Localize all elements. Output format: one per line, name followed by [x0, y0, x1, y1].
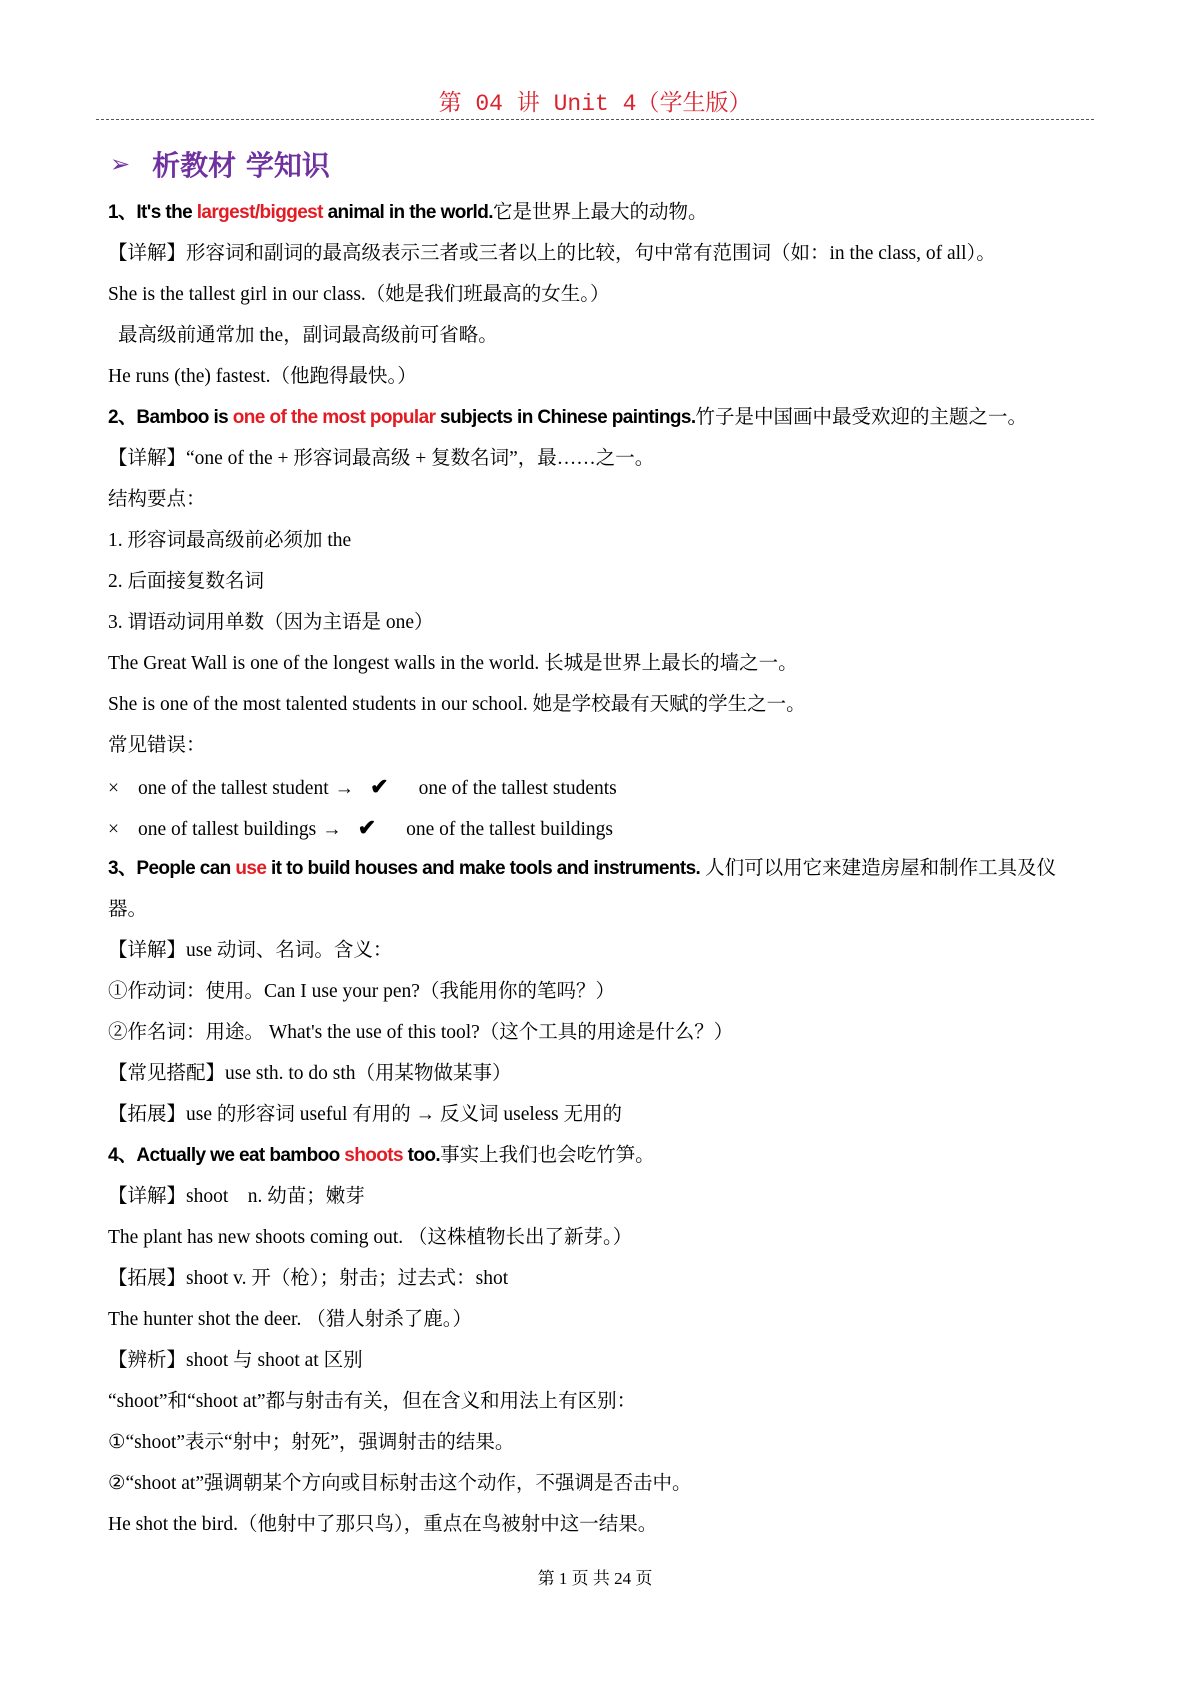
item-2-point: 1. 形容词最高级前必须加 the — [108, 530, 352, 551]
translation-text: 它是世界上最大的动物。 — [492, 202, 708, 223]
item-3-meaning-2: ②作名词：用途。 What's the use of this tool?（这个工具的用途是什么？） — [108, 1022, 734, 1043]
highlight-text: one of the most popular — [232, 407, 436, 428]
cross-icon: × — [108, 778, 119, 799]
header-version: （学生版） — [636, 90, 752, 116]
item-2-point: 3. 谓语动词用单数（因为主语是 one） — [108, 612, 434, 633]
sentence-text: Actually we eat bamboo — [136, 1145, 345, 1166]
translation-text: 人们可以用它来建造房屋和制作工具及仪器。 — [108, 858, 1057, 920]
item-number: 2、 — [108, 407, 137, 428]
item-3-sentence — [108, 848, 1088, 930]
sentence-text: too. — [402, 1145, 441, 1166]
item-4-distinction: 【辨析】shoot 与 shoot at 区别 — [108, 1350, 363, 1371]
header-unit: Unit 4 — [553, 91, 637, 117]
translation-text: 事实上我们也会吃竹笋。 — [440, 1145, 655, 1166]
header-lecture-word: 讲 — [516, 90, 540, 116]
highlight-text: use — [235, 858, 267, 879]
item-number: 4、 — [108, 1145, 137, 1166]
item-4-expansion: 【拓展】shoot v. 开（枪）；射击；过去式：shot — [108, 1268, 509, 1289]
item-2-errors-title: 常见错误： — [108, 735, 206, 756]
item-4-distinction-1: ①“shoot”表示“射中；射死”，强调射击的结果。 — [108, 1432, 515, 1453]
item-4-sentence — [108, 1135, 1088, 1176]
header-prefix: 第 — [438, 90, 462, 116]
right-arrow-icon: → — [334, 778, 355, 799]
sentence-text: subjects in Chinese paintings. — [435, 407, 696, 428]
highlight-text: shoots — [344, 1145, 403, 1166]
sentence-text: People can — [136, 858, 236, 879]
sentence-text: it to build houses and make tools and instruments. — [266, 858, 701, 879]
section-heading — [110, 144, 330, 184]
item-2-points-title: 结构要点： — [108, 489, 206, 510]
item-1-note: 最高级前通常加 the，副词最高级前可省略。 — [118, 325, 498, 346]
item-3-explanation: 【详解】use 动词、名词。含义： — [108, 940, 393, 961]
item-4-example-3: He shot the bird.（他射中了那只鸟），重点在鸟被射中这一结果。 — [108, 1514, 658, 1535]
item-1-example-1: She is the tallest girl in our class.（她是我们班最高的女生。） — [108, 284, 610, 305]
header-lecture-number: 04 — [475, 91, 503, 117]
item-4-explanation: 【详解】shoot n. 幼苗；嫩芽 — [108, 1186, 365, 1207]
section-title: 析教材 学知识 — [152, 149, 330, 182]
item-3-collocation: 【常见搭配】use sth. to do sth（用某物做某事） — [108, 1063, 512, 1084]
translation-text: 竹子是中国画中最受欢迎的主题之一。 — [695, 407, 1028, 428]
cross-icon: × — [108, 819, 119, 840]
item-2-error-row — [108, 807, 1088, 848]
item-1-sentence — [108, 192, 1088, 233]
item-2-point: 2. 后面接复数名词 — [108, 571, 265, 592]
highlight-text: largest/biggest — [196, 202, 323, 223]
check-icon: ✔ — [370, 774, 389, 799]
item-4-example-1: The plant has new shoots coming out. （这株植物长出了新芽。） — [108, 1227, 633, 1248]
item-1-example-2: He runs (the) fastest.（他跑得最快。） — [108, 366, 417, 387]
arrow-bullet-icon: ➢ — [110, 150, 131, 178]
sentence-text: Bamboo is — [136, 407, 233, 428]
document-body — [108, 192, 1088, 1545]
header-divider — [96, 119, 1094, 120]
item-4-example-2: The hunter shot the deer. （猎人射杀了鹿。） — [108, 1309, 472, 1330]
item-2-error-row — [108, 766, 1088, 807]
item-number: 3、 — [108, 858, 137, 879]
page-footer: 第 1 页 共 24 页 — [537, 1569, 653, 1588]
sentence-text: It's the — [136, 202, 197, 223]
correct-form: one of the tallest buildings — [406, 819, 614, 840]
wrong-form: one of the tallest student — [138, 778, 329, 799]
right-arrow-icon: → — [322, 819, 342, 840]
item-2-explanation: 【详解】“one of the + 形容词最高级 + 复数名词”，最……之一。 — [108, 448, 655, 469]
check-icon: ✔ — [357, 815, 377, 840]
item-1-explanation: 【详解】形容词和副词的最高级表示三者或三者以上的比较，句中常有范围词（如：in the class, of all）。 — [108, 243, 996, 264]
page-header-title — [0, 84, 1190, 117]
item-4-distinction-intro: “shoot”和“shoot at”都与射击有关，但在含义和用法上有区别： — [108, 1391, 637, 1412]
item-2-sentence — [108, 397, 1088, 438]
correct-form: one of the tallest students — [418, 778, 617, 799]
item-number: 1、 — [108, 202, 137, 223]
wrong-form: one of tallest buildings — [138, 819, 317, 840]
item-2-example-1: The Great Wall is one of the longest walls in the world. 长城是世界上最长的墙之一。 — [108, 653, 798, 674]
item-3-expansion: 【拓展】use 的形容词 useful 有用的 → 反义词 useless 无用的 — [108, 1104, 623, 1125]
sentence-text: animal in the world. — [322, 202, 493, 223]
item-4-distinction-2: ②“shoot at”强调朝某个方向或目标射击这个动作，不强调是否击中。 — [108, 1473, 692, 1494]
item-2-example-2: She is one of the most talented students in our school. 她是学校最有天赋的学生之一。 — [108, 694, 806, 715]
item-3-meaning-1: ①作动词：使用。Can I use your pen?（我能用你的笔吗？） — [108, 981, 615, 1002]
